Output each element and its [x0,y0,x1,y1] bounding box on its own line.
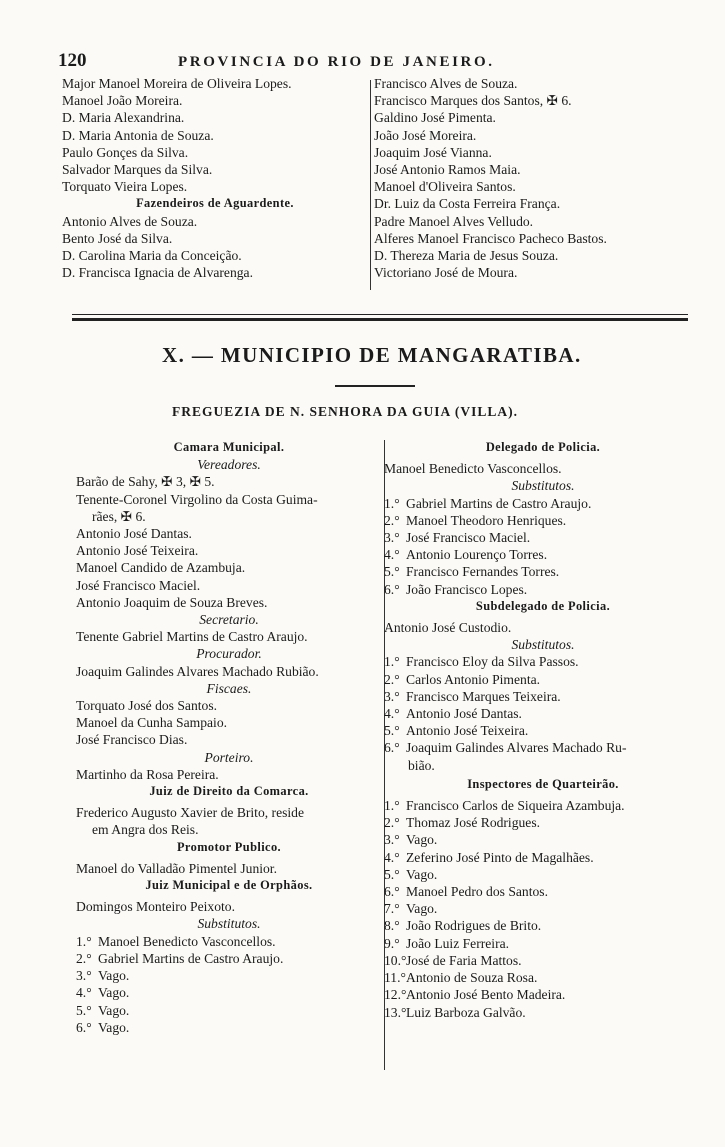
list-item: D. Maria Antonia de Souza. [62,127,214,143]
top-left-after-list [62,213,368,282]
numbered-item [384,935,702,952]
juiz-direito-line-1: Frederico Augusto Xavier de Brito, reside [76,805,305,821]
delegado-substitutos-list [384,495,702,598]
item-name: João Rodrigues de Brito. [406,918,542,934]
numbered-item [384,529,702,546]
item-name: Vago. [98,1019,130,1035]
list-item: José Antonio Ramos Maia. [374,162,521,178]
subdelegado-subs-label: Substitutos. [511,637,575,653]
numbered-item [384,883,702,900]
item-name: Joaquim Galindes Alvares Machado Ru- [406,740,627,756]
numbered-item [384,814,702,831]
title-underline [335,385,415,387]
item-name: Francisco Carlos de Siqueira Azambuja. [406,798,625,814]
running-title: PROVINCIA DO RIO DE JANEIRO. [178,54,495,70]
numbered-item [384,671,702,688]
numbered-item [76,950,382,967]
numbered-item [384,653,702,670]
inspectores-list [384,797,702,1021]
list-item: Antonio Joaquim de Souza Breves. [76,594,268,610]
list-item: Paulo Gonçes da Silva. [62,144,189,160]
vereadores-list [76,473,382,611]
item-ordinal: 5.° [384,723,400,739]
item-name: Antonio José Teixeira. [406,723,529,739]
list-item: Barão de Sahy, ✠ 3, ✠ 5. [76,474,215,490]
item-name: João Francisco Lopes. [406,581,528,597]
subdelegado-name: Antonio José Custodio. [384,620,512,636]
numbered-item [384,563,702,580]
list-item: Major Manoel Moreira de Oliveira Lopes. [62,76,292,91]
secretario-label: Secretario. [199,612,259,628]
item-name: João Luiz Ferreira. [406,935,510,951]
item-name: Vago. [98,968,130,984]
promotor-heading: Promotor Publico. [176,839,282,854]
item-ordinal: 1.° [384,495,400,511]
list-item: Galdino José Pimenta. [374,110,496,126]
fiscaes-label: Fiscaes. [206,680,252,696]
column-divider-top [370,80,371,290]
list-item: Padre Manoel Alves Velludo. [374,213,534,229]
list-item: Francisco Alves de Souza. [374,76,518,91]
numbered-item [384,831,702,848]
item-name: Gabriel Martins de Castro Araujo. [406,495,592,511]
item-ordinal: 12.° [384,987,407,1003]
item-name: Manoel Pedro dos Santos. [406,884,548,900]
list-item: Manoel da Cunha Sampaio. [76,715,228,731]
item-ordinal: 4.° [384,706,400,722]
numbered-item [384,688,702,705]
numbered-item [384,495,702,512]
promotor-name: Manoel do Valladão Pimentel Junior. [76,860,277,876]
top-left-column [62,75,368,281]
item-name: Manoel Theodoro Henriques. [406,512,567,528]
fiscaes-list [76,697,382,749]
list-item: Bento José da Silva. [62,230,173,246]
item-ordinal: 7.° [384,901,400,917]
subdelegado-substitutos-list [384,653,702,756]
item-ordinal: 5.° [384,866,400,882]
item-ordinal: 3.° [76,968,92,984]
fazendeiros-heading: Fazendeiros de Aguardente. [136,196,294,211]
item-name: Francisco Eloy da Silva Passos. [406,654,579,670]
juiz-municipal-name: Domingos Monteiro Peixoto. [76,899,235,915]
item-name: Luiz Barboza Galvão. [406,1004,526,1020]
item-ordinal: 9.° [384,935,400,951]
item-name: Antonio Lourenço Torres. [406,547,548,563]
item-ordinal: 1.° [384,798,400,814]
numbered-item [384,900,702,917]
item-name: Vago. [406,866,438,882]
list-item: João José Moreira. [374,127,477,143]
numbered-item [76,967,382,984]
list-item: Dr. Luiz da Costa Ferreira França. [374,196,561,212]
item-name: Francisco Marques Teixeira. [406,688,561,704]
numbered-item [76,1002,382,1019]
subdelegado-heading: Subdelegado de Policia. [475,598,611,613]
numbered-item [76,984,382,1001]
item-ordinal: 2.° [384,512,400,528]
numbered-item [384,739,702,756]
list-item: D. Francisca Ignacia de Alvarenga. [62,265,253,281]
list-item: Antonio José Teixeira. [76,543,199,559]
numbered-item [384,866,702,883]
list-item: Manoel Candido de Azambuja. [76,560,246,576]
numbered-item [384,581,702,598]
item-ordinal: 2.° [384,671,400,687]
section-title: X. — MUNICIPIO DE MANGARATIBA. [162,343,582,367]
list-item: José Francisco Dias. [76,732,188,748]
item-name: Antonio José Bento Madeira. [406,987,566,1003]
item-ordinal: 6.° [384,740,400,756]
delegado-heading: Delegado de Policia. [485,440,601,454]
numbered-item [384,969,702,986]
juiz-direito-line-2: em Angra dos Reis. [92,822,199,838]
item-name: Thomaz José Rodrigues. [406,815,541,831]
secretario-name: Tenente Gabriel Martins de Castro Araujo. [76,629,308,645]
juiz-substitutos-label: Substitutos. [197,916,261,932]
porteiro-name: Martinho da Rosa Pereira. [76,766,219,782]
list-item: rães, ✠ 6. [92,508,146,524]
list-item: Tenente-Coronel Virgolino da Costa Guima- [76,491,318,507]
list-item: Torquato José dos Santos. [76,698,218,714]
item-ordinal: 13.° [384,1004,407,1020]
main-right-column [384,439,702,1021]
freguezia-heading: FREGUEZIA DE N. SENHORA DA GUIA (VILLA). [172,404,519,419]
list-item: Francisco Marques dos Santos, ✠ 6. [374,93,572,109]
page-number: 120 [58,50,87,71]
list-item: D. Carolina Maria da Conceição. [62,248,242,264]
numbered-item [384,797,702,814]
item-name: Francisco Fernandes Torres. [406,564,560,580]
section-rule-bottom [72,318,688,321]
item-name: Antonio José Dantas. [406,706,522,722]
numbered-item [384,1004,702,1021]
item-ordinal: 10.° [384,952,407,968]
item-ordinal: 3.° [384,688,400,704]
list-item: Salvador Marques da Silva. [62,162,213,178]
main-left-column [76,439,382,1036]
item-name: José Francisco Maciel. [406,530,531,546]
numbered-item [384,849,702,866]
list-item: D. Thereza Maria de Jesus Souza. [374,248,559,264]
list-item: Joaquim José Vianna. [374,144,492,160]
item-ordinal: 1.° [76,933,92,949]
subdelegado-subs-continuation: bião. [408,757,435,773]
numbered-item [384,705,702,722]
inspectores-heading: Inspectores de Quarteirão. [467,776,619,791]
procurador-label: Procurador. [196,646,262,662]
procurador-name: Joaquim Galindes Alvares Machado Rubião. [76,663,319,679]
list-item: Antonio José Dantas. [76,526,192,542]
item-ordinal: 1.° [384,654,400,670]
item-name: Carlos Antonio Pimenta. [406,671,541,687]
item-ordinal: 6.° [76,1019,92,1035]
juiz-substitutos-list [76,933,382,1036]
vereadores-label: Vereadores. [197,457,261,473]
delegado-name: Manoel Benedicto Vasconcellos. [384,461,562,477]
top-left-list [62,75,368,195]
juiz-municipal-heading: Juiz Municipal e de Orphãos. [145,878,313,893]
item-name: Vago. [406,901,438,917]
item-ordinal: 4.° [384,547,400,563]
top-right-column [374,75,694,281]
item-name: José de Faria Mattos. [406,952,522,968]
numbered-item [384,722,702,739]
item-ordinal: 4.° [384,849,400,865]
item-ordinal: 6.° [384,581,400,597]
numbered-item [384,512,702,529]
item-ordinal: 2.° [384,815,400,831]
item-name: Vago. [98,1002,130,1018]
numbered-item [384,546,702,563]
item-ordinal: 8.° [384,918,400,934]
item-name: Zeferino José Pinto de Magalhães. [406,849,594,865]
numbered-item [76,1019,382,1036]
item-ordinal: 3.° [384,832,400,848]
list-item: José Francisco Maciel. [76,577,201,593]
camara-heading: Camara Municipal. [173,440,285,454]
item-name: Manoel Benedicto Vasconcellos. [98,933,276,949]
list-item: Torquato Vieira Lopes. [62,179,188,195]
numbered-item [384,952,702,969]
top-right-list [374,75,694,281]
item-name: Vago. [98,985,130,1001]
list-item: Manoel d'Oliveira Santos. [374,179,516,195]
item-name: Vago. [406,832,438,848]
item-ordinal: 11.° [384,970,406,986]
list-item: Alferes Manoel Francisco Pacheco Bastos. [374,230,607,246]
section-rule-top [72,314,688,315]
list-item: Antonio Alves de Souza. [62,213,198,229]
item-ordinal: 5.° [384,564,400,580]
item-ordinal: 3.° [384,530,400,546]
numbered-item [384,986,702,1003]
porteiro-label: Porteiro. [204,749,254,765]
item-name: Gabriel Martins de Castro Araujo. [98,950,284,966]
numbered-item [76,933,382,950]
item-ordinal: 4.° [76,985,92,1001]
item-ordinal: 6.° [384,884,400,900]
delegado-subs-label: Substitutos. [511,478,575,494]
item-ordinal: 2.° [76,950,92,966]
item-ordinal: 5.° [76,1002,92,1018]
item-name: Antonio de Souza Rosa. [406,970,538,986]
list-item: Manoel João Moreira. [62,93,183,109]
list-item: D. Maria Alexandrina. [62,110,185,126]
list-item: Victoriano José de Moura. [374,265,518,281]
numbered-item [384,917,702,934]
juiz-direito-heading: Juiz de Direito da Comarca. [149,784,309,799]
